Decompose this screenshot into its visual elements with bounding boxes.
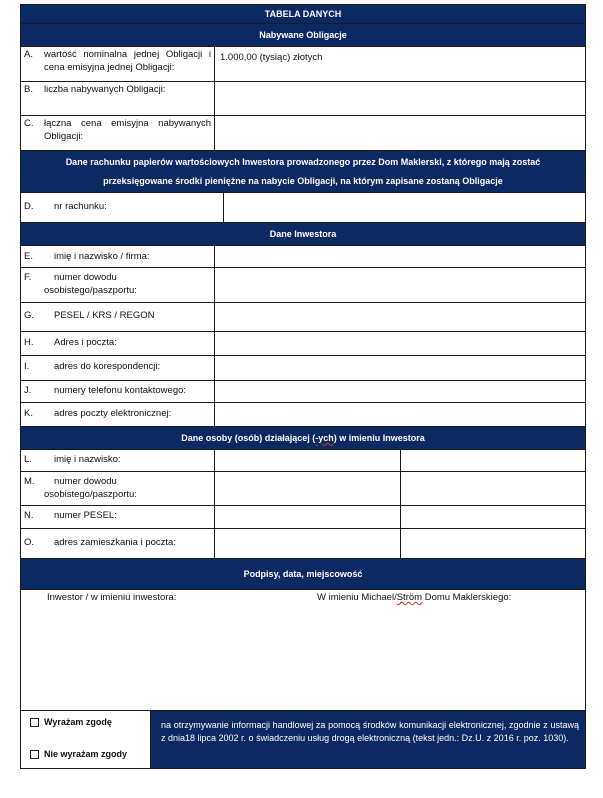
row-label <box>21 403 215 426</box>
form-row-b <box>20 82 586 116</box>
disagree-checkbox[interactable] <box>30 748 127 761</box>
investor-pesel-field[interactable] <box>215 303 585 331</box>
row-label-line2: osobistego/paszportu: <box>44 285 137 296</box>
section-header-text <box>181 433 425 443</box>
correspondence-address-field[interactable] <box>215 356 585 380</box>
row-label-text: łączna cena emisyjna nabywanych Obligacji: <box>44 118 211 142</box>
form-row-a <box>20 47 586 82</box>
row-letter: D. <box>24 201 34 212</box>
row-label <box>21 506 215 528</box>
consent-row <box>20 711 586 769</box>
account-number-field[interactable] <box>224 193 585 222</box>
row-label-text: nr rachunku: <box>54 201 107 212</box>
row-label-line1: numer dowodu <box>54 476 117 487</box>
row-label <box>21 356 215 380</box>
form-row-i <box>20 356 586 381</box>
row-label-text: PESEL / KRS / REGON <box>54 310 155 321</box>
row-label-text: adres do korespondencji: <box>54 361 161 372</box>
row-label <box>21 246 215 267</box>
section-header-representative <box>20 427 586 450</box>
row-letter: C. <box>24 118 34 129</box>
broker-label-part: W imieniu Michael/ <box>317 592 397 603</box>
data-table-form <box>20 4 586 769</box>
form-row-l <box>20 450 586 472</box>
form-row-m <box>20 472 586 506</box>
row-label <box>21 381 215 402</box>
row-label-text: numer PESEL: <box>54 510 117 521</box>
rep2-id-field[interactable] <box>401 472 586 505</box>
phone-field[interactable] <box>215 381 585 402</box>
consent-text: na otrzymywanie informacji handlowej za pomocą środków komunikacji elektronicznej, zgodnie z ustawą z dnia18 lipca 2002 r. o świadczeniu usług drogą elektroniczną (tekst jedn.: Dz.U. z 2016 r. poz. 1030). <box>151 711 585 768</box>
row-letter: A. <box>24 49 33 60</box>
row-label-text <box>44 475 211 504</box>
row-label <box>21 82 215 115</box>
row-label-text: Adres i poczta: <box>54 337 117 348</box>
total-price-field[interactable] <box>215 116 585 150</box>
agree-checkbox[interactable] <box>30 716 112 729</box>
row-letter: H. <box>24 337 34 348</box>
header-part: Dane osoby (osób) działającej ( <box>181 433 316 443</box>
row-label <box>21 529 215 558</box>
row-letter: M. <box>24 476 35 487</box>
row-label-text: adres poczty elektronicznej: <box>54 408 172 419</box>
rep1-address-field[interactable] <box>215 529 401 558</box>
signature-area[interactable] <box>20 590 586 711</box>
table-title <box>20 4 586 24</box>
section-header-investor <box>20 223 586 246</box>
row-letter: L. <box>24 454 32 465</box>
row-letter: J. <box>24 385 32 396</box>
section-header-text: Podpisy, data, miejscowość <box>243 569 363 579</box>
section-header-text: Dane Inwestora <box>269 229 337 239</box>
investor-name-field[interactable] <box>215 246 585 267</box>
form-row-e <box>20 246 586 268</box>
row-label-line2: osobistego/paszportu: <box>44 489 137 500</box>
form-row-d <box>20 193 586 223</box>
investor-signature-label: Inwestor / w imieniu inwestora: <box>47 592 177 603</box>
header-part: -ych <box>315 433 334 443</box>
row-label-text <box>44 271 211 301</box>
row-label-text: wartość nominalna jednej Obligacji i cena emisyjna jednej Obligacji: <box>44 49 211 73</box>
rep2-name-field[interactable] <box>401 450 586 471</box>
form-row-k <box>20 403 586 427</box>
header-part: ) w imieniu Inwestora <box>333 433 425 443</box>
form-row-j <box>20 381 586 403</box>
section-header-obligations <box>20 24 586 47</box>
row-label <box>21 472 215 505</box>
row-letter: I. <box>24 361 30 372</box>
row-label-text: imię i nazwisko: <box>54 454 121 465</box>
broker-label-part: Ström <box>396 592 423 603</box>
row-label <box>21 47 215 81</box>
broker-signature-label <box>317 591 511 604</box>
rep1-name-field[interactable] <box>215 450 401 471</box>
section-header-text: Nabywane Obligacje <box>259 30 347 40</box>
section-header-account <box>20 151 586 193</box>
row-letter: O. <box>24 537 35 548</box>
nominal-value-field[interactable] <box>215 47 585 81</box>
section-header-signatures <box>20 559 586 590</box>
checkbox-icon <box>30 718 39 727</box>
section-header-text-line2: przeksięgowane środki pieniężne na nabycie Obligacji, na którym zapisane zostaną Obligacje <box>103 175 503 186</box>
row-label <box>21 450 215 471</box>
row-letter: N. <box>24 510 34 521</box>
section-header-text-line1: Dane rachunku papierów wartościowych Inwestora prowadzonego przez Dom Maklerski, z którego mają zostać <box>65 156 541 167</box>
row-letter: K. <box>24 408 33 419</box>
row-label <box>21 268 215 302</box>
row-label <box>21 303 215 331</box>
row-letter: B. <box>24 84 33 95</box>
rep2-pesel-field[interactable] <box>401 506 586 528</box>
nominal-value-text: 1.000,00 (tysiąc) złotych <box>220 52 323 63</box>
row-label <box>21 193 224 222</box>
rep1-id-field[interactable] <box>215 472 401 505</box>
row-label-text: liczba nabywanych Obligacji: <box>44 84 166 95</box>
agree-label: Wyrażam zgodę <box>44 717 112 727</box>
checkbox-icon <box>30 750 39 759</box>
form-row-g <box>20 303 586 332</box>
row-letter: G. <box>24 310 35 321</box>
row-label-text: numery telefonu kontaktowego: <box>54 385 187 396</box>
row-label <box>21 332 215 355</box>
bonds-count-field[interactable] <box>215 82 585 115</box>
investor-address-field[interactable] <box>215 332 585 355</box>
email-field[interactable] <box>215 403 585 426</box>
form-row-h <box>20 332 586 356</box>
row-label <box>21 116 215 150</box>
form-row-f <box>20 268 586 303</box>
broker-label-part: Domu Maklerskiego: <box>422 592 512 603</box>
rep2-address-field[interactable] <box>401 529 586 558</box>
disagree-label: Nie wyrażam zgody <box>44 749 128 759</box>
form-row-n <box>20 506 586 529</box>
row-letter: E. <box>24 251 33 262</box>
row-label-text: adres zamieszkania i poczta: <box>54 537 176 548</box>
table-title-text: TABELA DANYCH <box>264 9 342 19</box>
row-letter: F. <box>24 272 32 283</box>
consent-options <box>21 711 151 768</box>
rep1-pesel-field[interactable] <box>215 506 401 528</box>
row-label-text: imię i nazwisko / firma: <box>54 251 150 262</box>
investor-id-field[interactable] <box>215 268 585 302</box>
row-label-line1: numer dowodu <box>54 272 117 283</box>
form-row-o <box>20 529 586 559</box>
form-row-c <box>20 116 586 151</box>
